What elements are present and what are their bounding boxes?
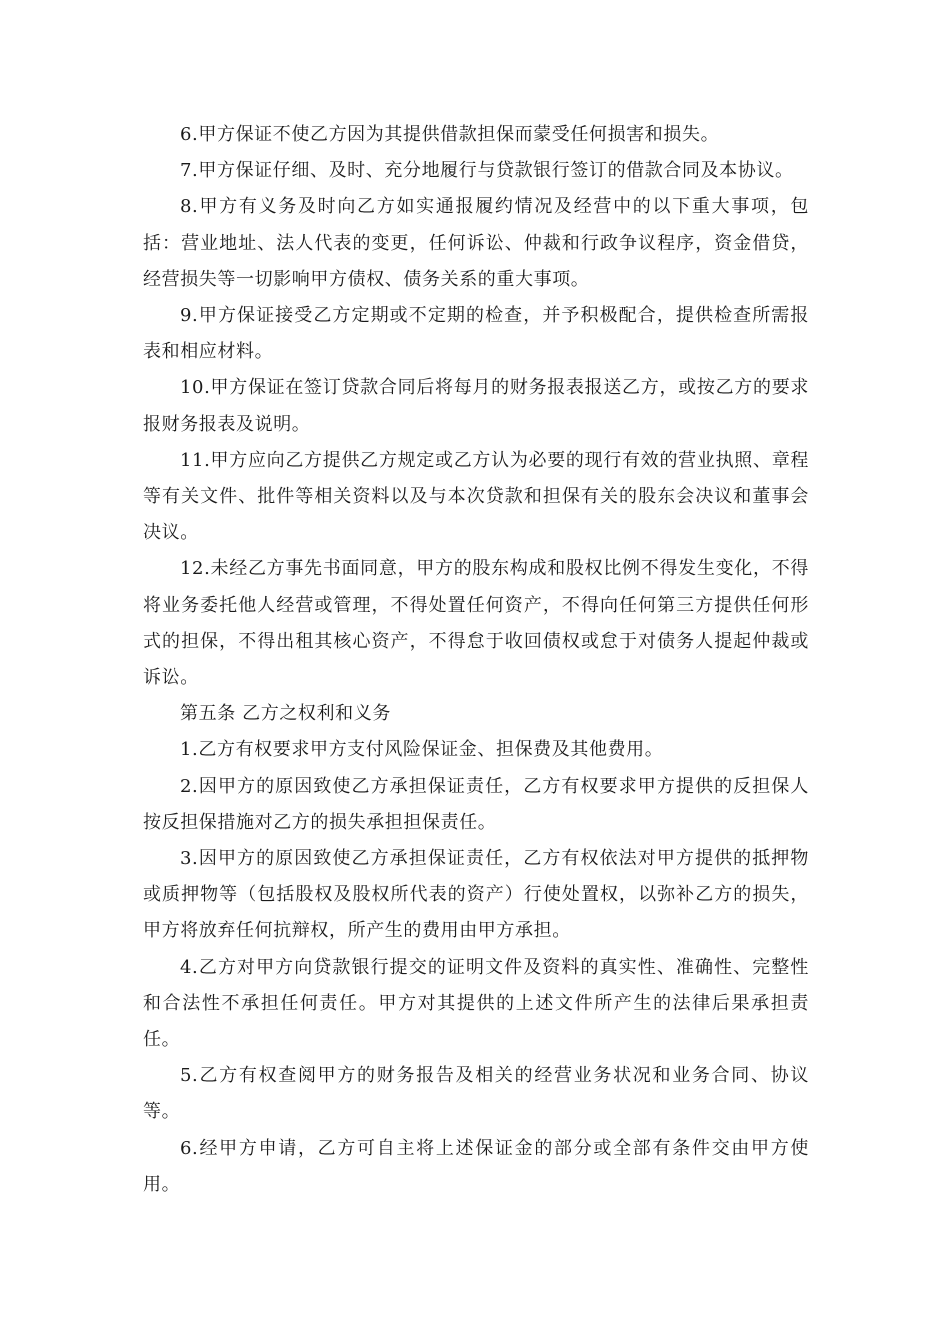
clause-5-2: 2.因甲方的原因致使乙方承担保证责任，乙方有权要求甲方提供的反担保人按反担保措施对乙方的损失承担担保责任。 <box>143 775 809 833</box>
clause-4-6: 6.甲方保证不使乙方因为其提供借款担保而蒙受任何损害和损失。 <box>180 124 720 145</box>
clause-4-7: 7.甲方保证仔细、及时、充分地履行与贷款银行签订的借款合同及本协议。 <box>180 160 794 182</box>
clause-5-3: 3.因甲方的原因致使乙方承担保证责任，乙方有权依法对甲方提供的抵押物或质押物等（包括股权及股权所代表的资产）行使处置权，以弥补乙方的损失，甲方将放弃任何抗辩权，所产生的费用由甲方承担。 <box>143 848 809 942</box>
clause-4-8: 8.甲方有义务及时向乙方如实通报履约情况及经营中的以下重大事项，包括：营业地址、法人代表的变更，任何诉讼、仲裁和行政争议程序，资金借贷，经营损失等一切影响甲方债权、债务关系的重大事项。 <box>143 196 809 290</box>
clause-4-10: 10.甲方保证在签订贷款合同后将每月的财务报表报送乙方，或按乙方的要求报财务报表及说明。 <box>143 377 809 435</box>
clause-4-12: 12.未经乙方事先书面同意，甲方的股东构成和股权比例不得发生变化，不得将业务委托他人经营或管理，不得处置任何资产，不得向任何第三方提供任何形式的担保，不得出租其核心资产，不得怠于收回债权或怠于对债务人提起仲裁或诉讼。 <box>143 558 809 689</box>
clause-5-1: 1.乙方有权要求甲方支付风险保证金、担保费及其他费用。 <box>180 739 664 761</box>
article-5-heading: 第五条 乙方之权利和义务 <box>180 703 391 725</box>
clause-5-5: 5.乙方有权查阅甲方的财务报告及相关的经营业务状况和业务合同、协议等。 <box>143 1065 809 1123</box>
clause-5-4: 4.乙方对甲方向贷款银行提交的证明文件及资料的真实性、准确性、完整性和合法性不承担任何责任。甲方对其提供的上述文件所产生的法律后果承担责任。 <box>143 956 809 1051</box>
clause-4-9: 9.甲方保证接受乙方定期或不定期的检查，并予积极配合，提供检查所需报表和相应材料。 <box>143 305 809 363</box>
document-body <box>143 117 809 1203</box>
clause-4-11: 11.甲方应向乙方提供乙方规定或乙方认为必要的现行有效的营业执照、章程等有关文件、批件等相关资料以及与本次贷款和担保有关的股东会决议和董事会决议。 <box>143 449 809 544</box>
clause-5-6: 6.经甲方申请，乙方可自主将上述保证金的部分或全部有条件交由甲方使用。 <box>143 1137 809 1195</box>
